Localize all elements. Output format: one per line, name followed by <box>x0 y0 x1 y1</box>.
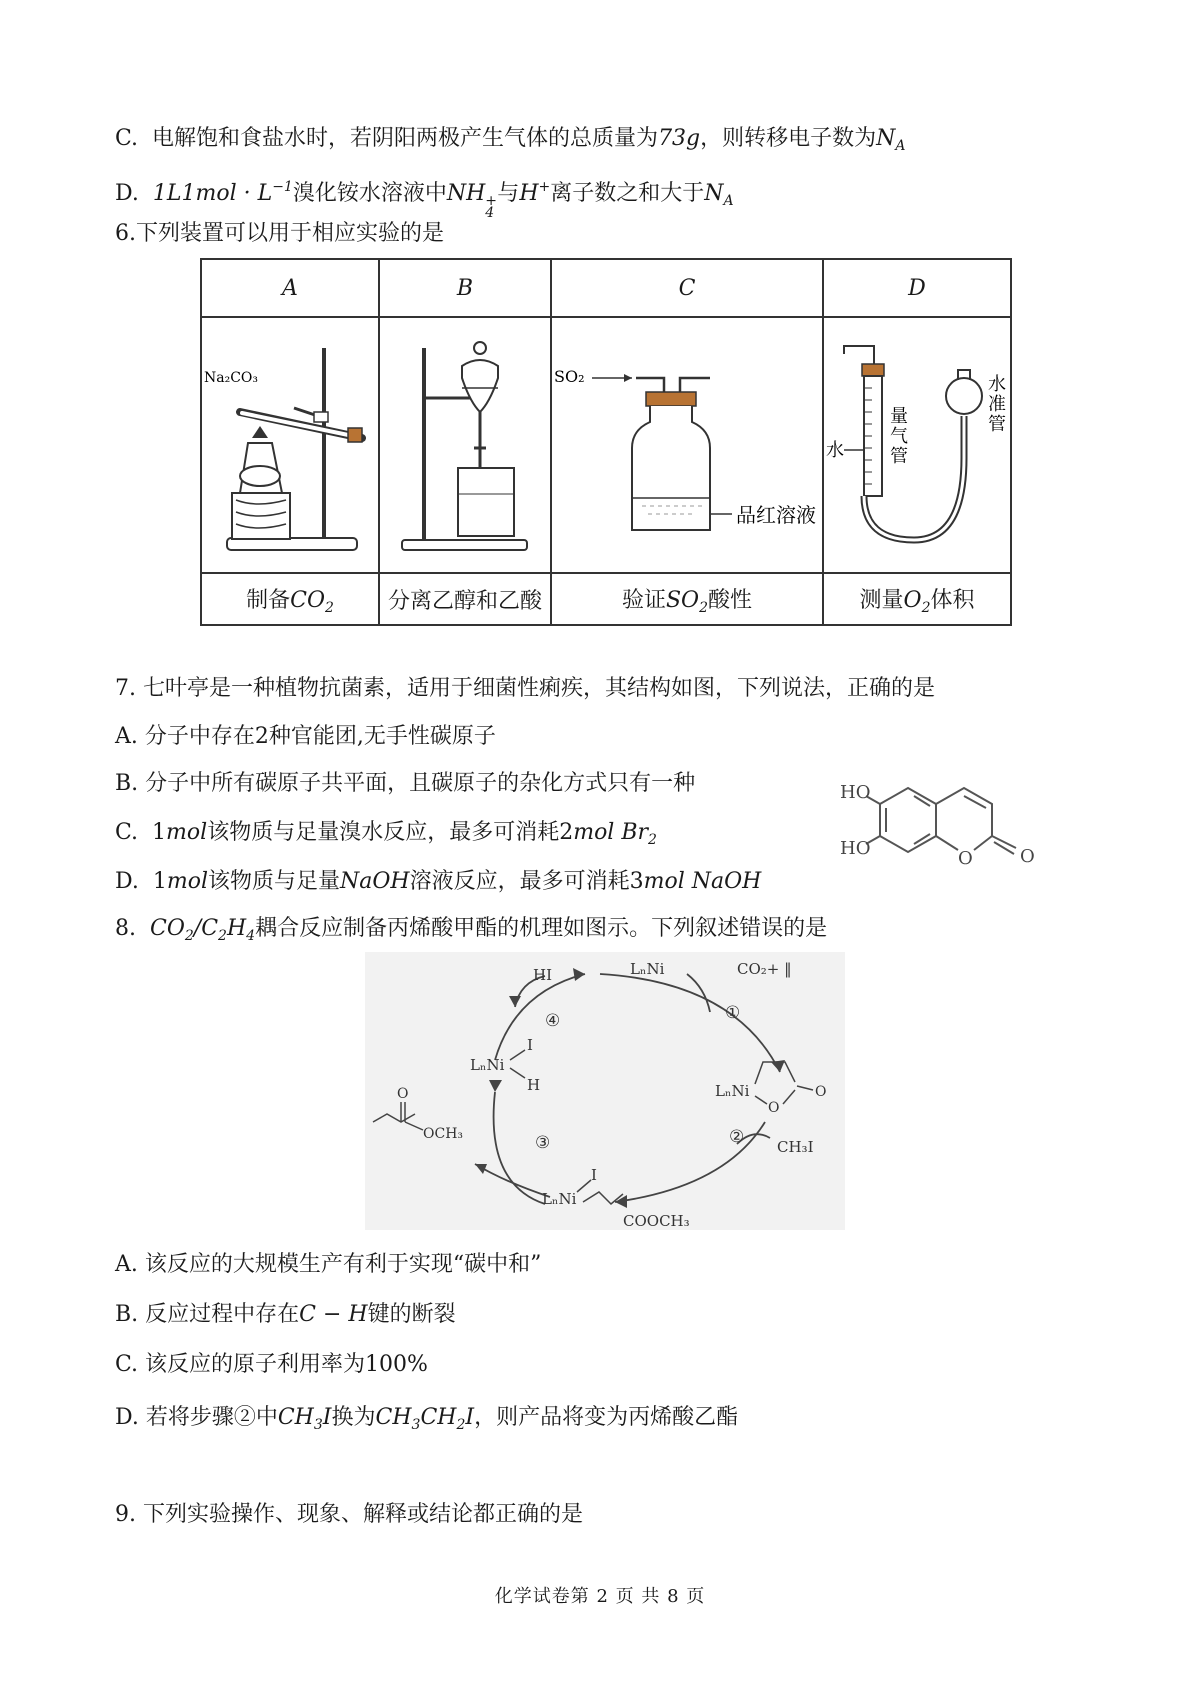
apparatus-c <box>551 317 823 573</box>
apparatus-table <box>200 258 1012 626</box>
lactone-oxygen: O <box>768 1100 780 1116</box>
q7-option-a: A. 分子中存在2种官能团,无手性碳原子 <box>115 724 496 749</box>
step-2: ② <box>729 1127 745 1147</box>
step-3: ③ <box>535 1133 551 1153</box>
catalyst-top: LₙNi <box>630 960 665 978</box>
q7-stem: 7. 七叶亭是一种植物抗菌素，适用于细菌性痢疾，其结构如图，下列说法，正确的是 <box>115 676 935 701</box>
q8-option-b: B. 反应过程中存在C − H键的断裂 <box>115 1302 456 1327</box>
q6-stem: 6.下列装置可以用于相应实验的是 <box>115 221 444 246</box>
caption-d: 测量$O_2$体积 <box>823 573 1011 625</box>
step-4: ④ <box>545 1011 561 1031</box>
burette-label-1: 量 <box>890 406 908 427</box>
ring-oxygen: O <box>958 848 973 869</box>
q7-option-b: B. 分子中所有碳原子共平面，且碳原子的杂化方式只有一种 <box>115 771 696 796</box>
water-label: 水 <box>826 440 844 461</box>
catalytic-cycle-diagram <box>365 952 845 1230</box>
nickelalactone: LₙNi <box>715 1082 750 1100</box>
product-methoxy: OCH₃ <box>423 1126 464 1142</box>
q7-option-c: C. 1mol该物质与足量溴水反应，最多可消耗2mol $Br_2$ <box>115 820 657 848</box>
so2-label: SO₂ <box>554 367 585 386</box>
co2-ethylene-label: CO₂+ ‖ <box>737 960 792 978</box>
carbonyl-oxygen: O <box>1020 846 1035 867</box>
alkyl-complex: LₙNi <box>542 1190 577 1208</box>
burette-label-2: 气 <box>890 426 908 447</box>
level-tube-label-1: 水 <box>988 374 1006 395</box>
ch3i-label: CH₃I <box>777 1138 814 1156</box>
caption-c: 验证$SO_2$酸性 <box>551 573 823 625</box>
burette-label-3: 管 <box>890 446 908 467</box>
hydroxyl-2: HO <box>840 838 871 859</box>
col-b-head: B <box>379 259 551 317</box>
hi-label: HI <box>533 966 553 984</box>
gas-washing-bottle-diagram <box>552 318 822 568</box>
hydride-complex: LₙNi <box>470 1056 505 1074</box>
page-footer: 化学试卷第 2 页 共 8 页 <box>494 1586 706 1607</box>
step-1: ① <box>725 1003 741 1023</box>
iodide-bottom: I <box>591 1166 597 1184</box>
q8-stem: 8. $CO_2/C_2H_4$耦合反应制备丙烯酸甲酯的机理如图示。下列叙述错误的是 <box>115 916 828 944</box>
na2co3-label: Na₂CO₃ <box>204 370 259 386</box>
separating-funnel-diagram <box>380 318 550 568</box>
lactone-carbonyl: O <box>815 1084 827 1100</box>
col-d-head: D <box>823 259 1011 317</box>
gas-burette-diagram <box>824 318 1010 568</box>
caption-b: 分离乙醇和乙酸 <box>379 573 551 625</box>
product-carbonyl: O <box>397 1086 409 1102</box>
q5-option-c: C. 电解饱和食盐水时，若阴阳两极产生气体的总质量为73g，则转移电子数为$N_A$ <box>115 126 906 154</box>
iodide-ligand: I <box>527 1036 533 1054</box>
col-c-head: C <box>551 259 823 317</box>
q8-option-d: D. 若将步骤②中$CH_3I$换为$CH_3CH_2I$，则产品将变为丙烯酸乙酯 <box>115 1405 739 1433</box>
heating-tube-diagram <box>202 318 378 568</box>
pinhong-label: 品红溶液 <box>736 503 816 527</box>
caption-a: 制备$CO_2$ <box>201 573 379 625</box>
apparatus-b <box>379 317 551 573</box>
apparatus-a <box>201 317 379 573</box>
apparatus-d <box>823 317 1011 573</box>
level-tube-label-2: 准 <box>988 394 1006 415</box>
q7-option-d: D. 1mol该物质与足量NaOH溶液反应，最多可消耗3mol NaOH <box>115 869 762 894</box>
q5-option-d: D. $1L1mol \cdot L^{-1}$溴化铵水溶液中NH + 4 与H+离子数之和大于$N_A$ <box>115 179 734 221</box>
col-a-head: A <box>201 259 379 317</box>
level-tube-label-3: 管 <box>988 414 1006 435</box>
q8-option-a: A. 该反应的大规模生产有利于实现“碳中和” <box>115 1252 542 1277</box>
hydroxyl-1: HO <box>840 782 871 803</box>
esculetin-structure <box>840 770 1060 890</box>
q9-stem: 9. 下列实验操作、现象、解释或结论都正确的是 <box>115 1502 583 1527</box>
ester-group: COOCH₃ <box>623 1212 690 1230</box>
hydride-ligand: H <box>527 1076 541 1094</box>
q8-option-c: C. 该反应的原子利用率为100% <box>115 1352 428 1377</box>
